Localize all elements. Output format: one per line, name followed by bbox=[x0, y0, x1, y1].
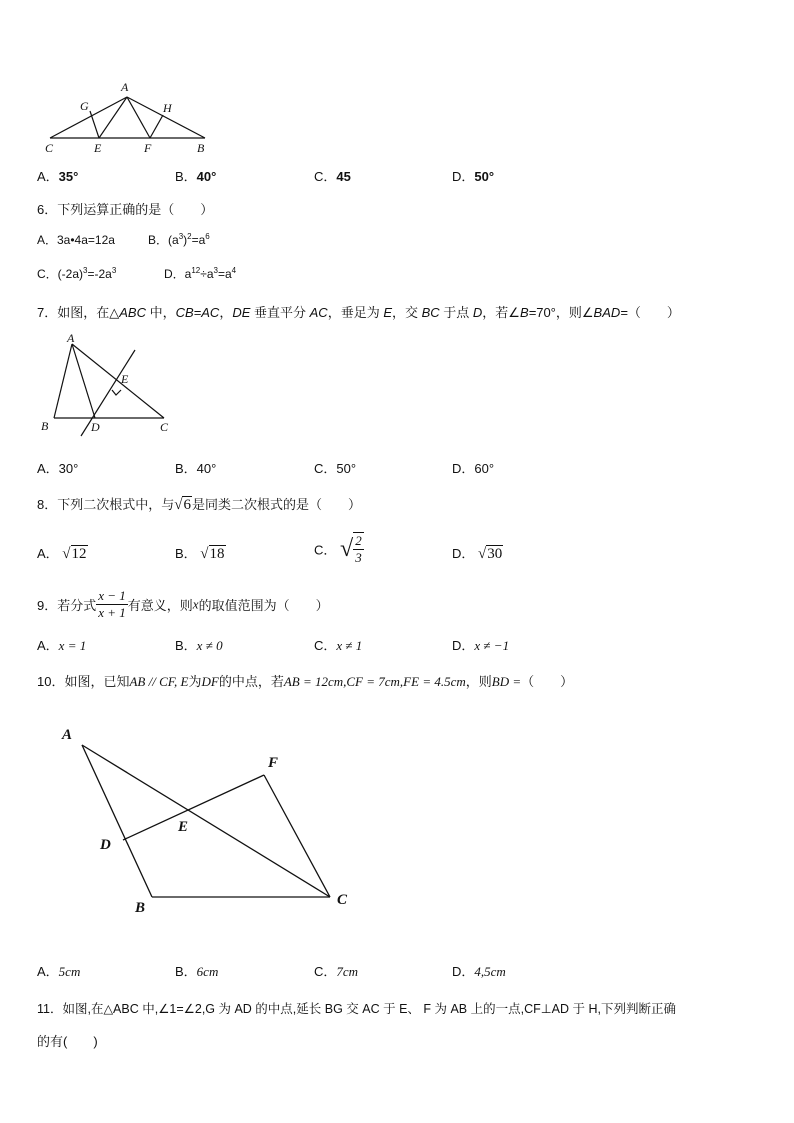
fig5-label-e: E bbox=[94, 141, 102, 155]
fig7-label-e: E bbox=[121, 372, 129, 386]
q11-stem-line2: 的有( ) bbox=[37, 1034, 98, 1049]
q10-option-a[interactable]: A．5cm bbox=[37, 964, 81, 979]
q10-option-d[interactable]: D．4,5cm bbox=[452, 964, 506, 979]
q7-figure bbox=[38, 332, 188, 440]
q6-option-b[interactable]: B．$(a^3)^2=a^6$ bbox=[148, 232, 210, 247]
fig10-label-b: B bbox=[135, 900, 146, 916]
fig5-label-g: G bbox=[80, 99, 89, 113]
q9-option-c[interactable]: C．x ≠ 1 bbox=[314, 638, 363, 653]
q7-stem: 7．如图，在△ABC 中，CB=AC，DE 垂直平分 AC，垂足为 E，交 BC 于点 D，若∠B=70°，则∠BAD=（ ） bbox=[37, 305, 680, 320]
q9-option-d[interactable]: D．x ≠ −1 bbox=[452, 638, 510, 653]
fig10-label-e: E bbox=[178, 819, 189, 835]
fig10-label-c: C bbox=[337, 892, 348, 908]
fig5-label-h: H bbox=[163, 101, 172, 115]
q8-option-c[interactable]: C． √ $\frac{2}{3}$ bbox=[314, 533, 362, 565]
q6-option-c[interactable]: C．$(-2a)^3=-2a^3$ bbox=[37, 266, 117, 281]
q7-option-a[interactable]: A．30° bbox=[37, 461, 79, 476]
q9-option-a[interactable]: A．x = 1 bbox=[37, 638, 87, 653]
fig10-label-d: D bbox=[100, 837, 111, 853]
q9-option-b[interactable]: B．x ≠ 0 bbox=[175, 638, 223, 653]
fig10-label-f: F bbox=[268, 755, 279, 771]
fig7-label-a: A bbox=[67, 332, 75, 345]
q5-figure bbox=[40, 78, 220, 158]
q5-option-a[interactable]: A．35° bbox=[37, 169, 79, 184]
fig5-label-a: A bbox=[121, 80, 129, 94]
q5-option-d[interactable]: D．50° bbox=[452, 169, 495, 184]
fig7-label-c: C bbox=[160, 420, 169, 434]
q6-option-d[interactable]: D．$a^{12}\div a^3=a^4$ bbox=[164, 266, 237, 281]
q8-option-b[interactable]: B． √18 bbox=[175, 546, 225, 562]
q7-option-b[interactable]: B．40° bbox=[175, 461, 217, 476]
fig5-label-f: F bbox=[144, 141, 152, 155]
q7-option-c[interactable]: C．50° bbox=[314, 461, 357, 476]
q6-stem: 6．下列运算正确的是（ ） bbox=[37, 202, 214, 217]
q11-stem-line1: 11．如图,在△ABC 中,∠1=∠2,G 为 AD 的中点,延长 BG 交 AC 于 E、 F 为 AB 上的一点,CF⊥AD 于 H,下列判断正确 bbox=[37, 1002, 676, 1016]
fig7-label-d: D bbox=[91, 420, 100, 434]
q10-option-c[interactable]: C．7cm bbox=[314, 964, 359, 979]
q10-figure bbox=[55, 718, 365, 918]
fig10-label-a: A bbox=[62, 727, 73, 743]
q5-option-b[interactable]: B．40° bbox=[175, 169, 217, 184]
q8-option-a[interactable]: A． √12 bbox=[37, 546, 87, 562]
q6-option-a[interactable]: A．3a•4a=12a bbox=[37, 233, 115, 247]
q10-option-b[interactable]: B．6cm bbox=[175, 964, 219, 979]
q7-option-d[interactable]: D．60° bbox=[452, 461, 495, 476]
fig5-label-b: B bbox=[197, 141, 205, 155]
q5-option-c[interactable]: C．45 bbox=[314, 169, 351, 184]
fig7-label-b: B bbox=[41, 419, 49, 433]
q8-stem: 8．下列二次根式中，与√6是同类二次根式的是（ ） bbox=[37, 497, 361, 513]
q10-stem: 10．如图，已知AB // CF, E为DF的中点，若AB = 12cm,CF = 7cm,FE = 4.5cm，则BD =（ ） bbox=[37, 674, 574, 689]
q8-option-d[interactable]: D． √30 bbox=[452, 546, 503, 562]
q9-stem: 9．若分式 $\frac{x - 1}{x + 1}$ 有意义，则x的取值范围为（ ） bbox=[37, 588, 329, 620]
fig5-label-c: C bbox=[45, 141, 54, 155]
